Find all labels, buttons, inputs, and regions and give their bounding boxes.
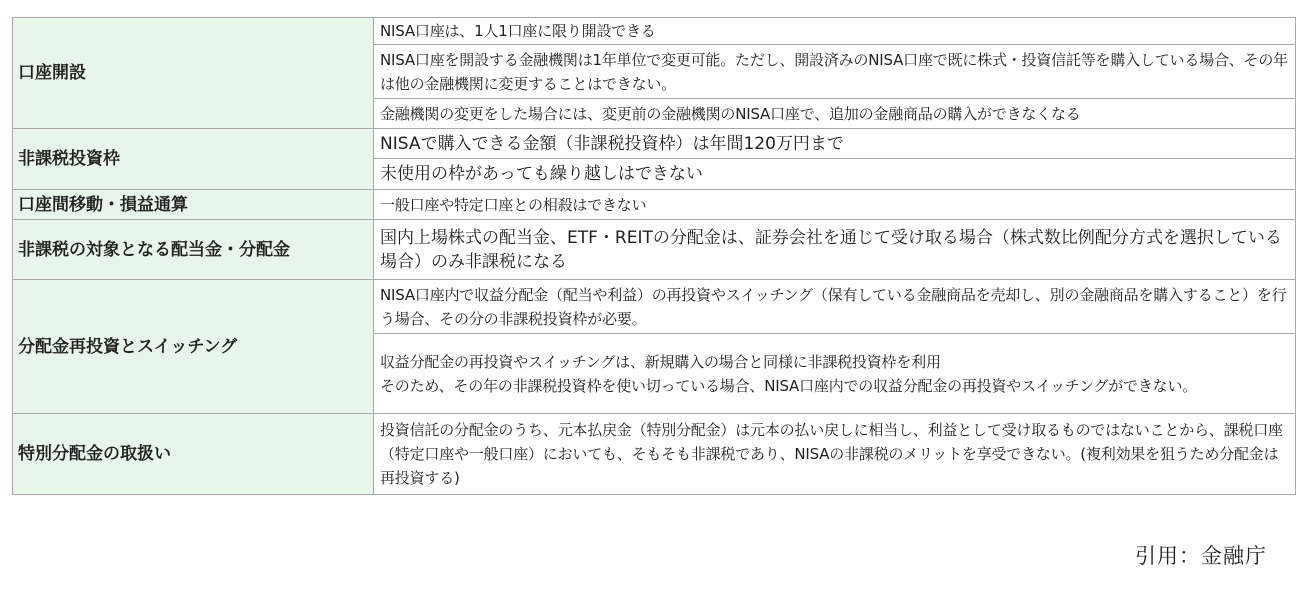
- table-cell: NISA口座は、1人1口座に限り開設できる: [374, 18, 1296, 45]
- section-heading-special-distribution: 特別分配金の取扱い: [13, 414, 374, 495]
- table-cell: NISA口座内で収益分配金（配当や利益）の再投資やスイッチング（保有している金融商品を売却し、別の金融商品を購入すること）を行う場合、その分の非課税投資枠が必要。: [374, 280, 1296, 334]
- table-row: [13, 280, 1296, 334]
- cell-line: そのため、その年の非課税投資枠を使い切っている場合、NISA口座内での収益分配金の再投資やスイッチングができない。: [380, 376, 1198, 395]
- section-heading-tax-free-dividends: 非課税の対象となる配当金・分配金: [13, 220, 374, 280]
- table-cell: 一般口座や特定口座との相殺はできない: [374, 190, 1296, 220]
- section-heading-account-opening: 口座開設: [13, 18, 374, 129]
- section-heading-reinvestment-switching: 分配金再投資とスイッチング: [13, 280, 374, 414]
- table-cell: NISA口座を開設する金融機関は1年単位で変更可能。ただし、開設済みのNISA口座で既に株式・投資信託等を購入している場合、その年は他の金融機関に変更することはできない。: [374, 45, 1296, 99]
- table-cell: [374, 334, 1296, 414]
- section-heading-loss-offset: 口座間移動・損益通算: [13, 190, 374, 220]
- table-cell: 金融機関の変更をした場合には、変更前の金融機関のNISA口座で、追加の金融商品の購入ができなくなる: [374, 99, 1296, 129]
- section-heading-tax-free-allowance: 非課税投資枠: [13, 129, 374, 190]
- nisa-rules-table: [12, 17, 1296, 495]
- table-row: [13, 129, 1296, 159]
- table-cell: 投資信託の分配金のうち、元本払戻金（特別分配金）は元本の払い戻しに相当し、利益として受け取るものではないことから、課税口座（特定口座や一般口座）においても、そもそも非課税であり、NISAの非課税のメリットを享受できない。(複利効果を狙うため分配金は再投資する): [374, 414, 1296, 495]
- table-cell: NISAで購入できる金額（非課税投資枠）は年間120万円まで: [374, 129, 1296, 159]
- citation-source: 引用：金融庁: [1135, 544, 1267, 568]
- table-cell: 国内上場株式の配当金、ETF・REITの分配金は、証券会社を通じて受け取る場合（株式数比例配分方式を選択している場合）のみ非課税になる: [374, 220, 1296, 280]
- table-row: [13, 190, 1296, 220]
- table-cell: 未使用の枠があっても繰り越しはできない: [374, 159, 1296, 190]
- table-row: [13, 18, 1296, 45]
- cell-line: 収益分配金の再投資やスイッチングは、新規購入の場合と同様に非課税投資枠を利用: [380, 352, 941, 371]
- table-row: [13, 220, 1296, 280]
- table-row: [13, 414, 1296, 495]
